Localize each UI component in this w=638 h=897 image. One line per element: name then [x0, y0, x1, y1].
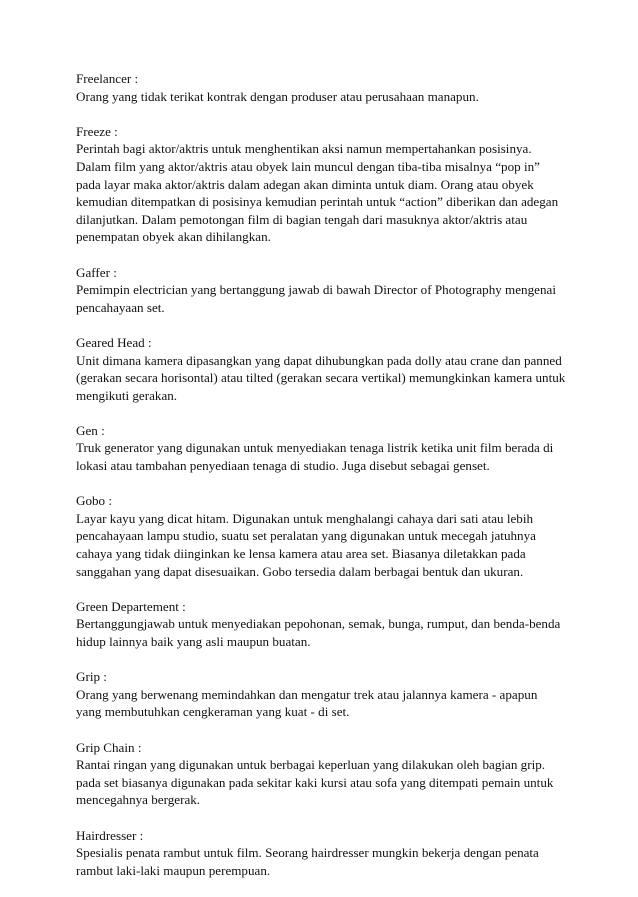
entry-definition: Bertanggungjawab untuk menyediakan pepohonan, semak, bunga, rumput, dan benda-benda hidup lainnya baik yang asli maupun buatan. [76, 616, 561, 649]
glossary-entry-freelancer [76, 70, 566, 105]
entry-term: Grip : [76, 669, 107, 685]
entry-definition: Orang yang tidak terikat kontrak dengan produser atau perusahaan manapun. [76, 88, 479, 104]
glossary-page [76, 70, 566, 897]
glossary-entry-gaffer [76, 264, 566, 317]
glossary-entry-green-departement [76, 598, 566, 651]
entry-term: Freeze : [76, 123, 118, 139]
entry-definition: Spesialis penata rambut untuk film. Seorang hairdresser mungkin bekerja dengan penata rambut laki-laki maupun perempuan. [76, 845, 539, 878]
entry-term: Geared Head : [76, 334, 152, 350]
entry-definition: Pemimpin electrician yang bertanggung jawab di bawah Director of Photography mengenai pencahayaan set. [76, 282, 556, 315]
entry-term: Gaffer : [76, 264, 117, 280]
glossary-entry-grip-chain [76, 739, 566, 809]
glossary-entry-geared-head [76, 334, 566, 404]
entry-definition: Layar kayu yang dicat hitam. Digunakan untuk menghalangi cahaya dari sati atau lebih pencahayaan lampu studio, suatu set peralatan yang digunakan untuk mecegah jatuhnya cahaya yang tidak diinginkan ke lensa kamera atau area set. Biasanya diletakkan pada sanggahan yang dapat disesuaikan. Gobo tersedia dalam berbagai bentuk dan ukuran. [76, 510, 536, 579]
entry-term: Hairdresser : [76, 827, 144, 843]
entry-term: Gobo : [76, 493, 113, 509]
glossary-entry-gen [76, 422, 566, 475]
entry-definition: Unit dimana kamera dipasangkan yang dapat dihubungkan pada dolly atau crane dan panned (gerakan secara horisontal) atau tilted (gerakan secara vertikal) memungkinkan kamera untuk mengikuti gerakan. [76, 352, 566, 403]
entry-definition: Orang yang berwenang memindahkan dan mengatur trek atau jalannya kamera - apapun yang membutuhkan cengkeraman yang kuat - di set. [76, 686, 538, 720]
glossary-entry-hairdresser [76, 827, 566, 880]
entry-definition: Perintah bagi aktor/aktris untuk menghentikan aksi namun mempertahankan posisinya. Dalam film yang aktor/aktris atau obyek lain muncul dengan tiba-tiba misalnya “pop in” pada layar maka aktor/aktris dalam adegan akan diminta untuk diam. Orang atau obyek kemudian ditempatkan di posisinya kemudian perintah untuk “action” diberikan dan adegan dilanjutkan. Dalam pemotongan film di bagian tengah dari masuknya aktor/aktris atau penempatan obyek akan dihilangkan. [76, 141, 559, 245]
entry-term: Grip Chain : [76, 739, 142, 755]
entry-definition: Rantai ringan yang digunakan untuk berbagai keperluan yang dilakukan oleh bagian grip. pada set biasanya digunakan pada sekitar kaki kursi atau sofa yang ditempati pemain untuk mencegahnya bergerak. [76, 757, 554, 808]
glossary-entry-grip [76, 668, 566, 721]
entry-definition: Truk generator yang digunakan untuk menyediakan tenaga listrik ketika unit film berada di lokasi atau tambahan penyediaan tenaga di studio. Juga disebut sebagai genset. [76, 440, 554, 474]
glossary-entry-gobo [76, 492, 566, 580]
glossary-entry-freeze [76, 123, 566, 246]
entry-term: Freelancer : [76, 71, 139, 86]
entry-term: Green Departement : [76, 598, 186, 614]
entry-term: Gen : [76, 422, 105, 438]
